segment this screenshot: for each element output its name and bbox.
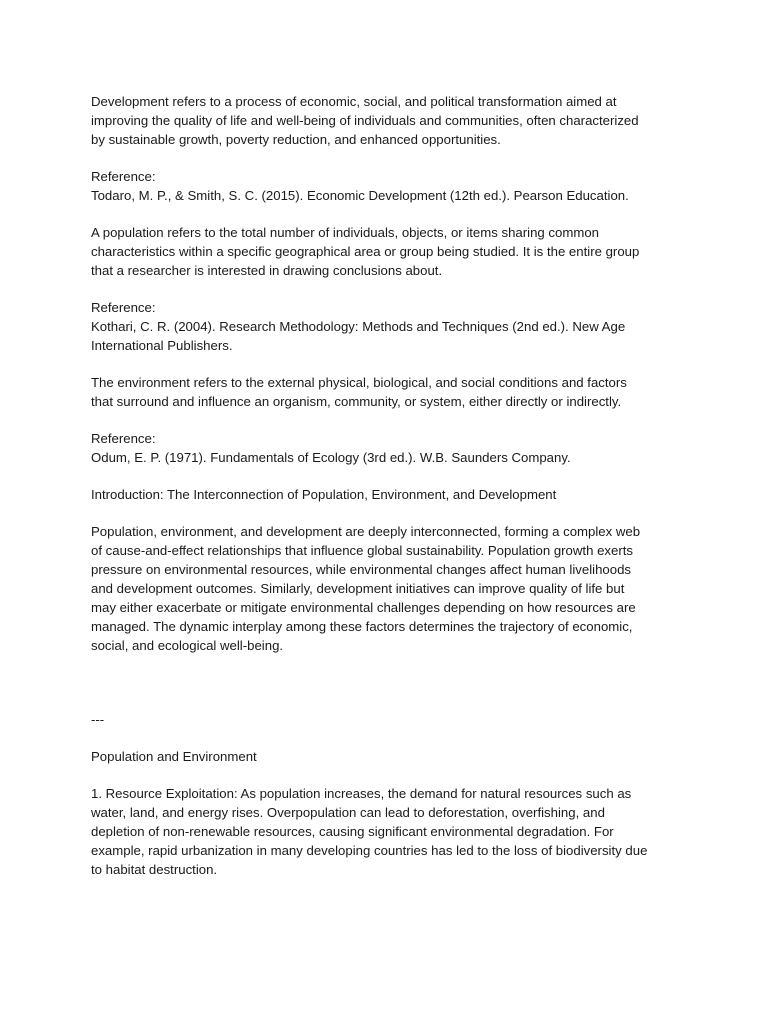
reference-citation: International Publishers. [91, 338, 233, 353]
intro-heading [91, 485, 691, 504]
text-line: that a researcher is interested in drawing conclusions about. [91, 263, 443, 278]
text-line: that surround and influence an organism, community, or system, either directly or indirectly. [91, 394, 622, 409]
text-line: A population refers to the total number of individuals, objects, or items sharing common [91, 225, 599, 240]
separator-text: --- [91, 712, 105, 727]
text-line: depletion of non-renewable resources, causing significant environmental degradation. For [91, 824, 614, 839]
text-line: social, and ecological well-being. [91, 638, 284, 653]
blank-spacing [91, 673, 691, 710]
intro-body [91, 522, 691, 655]
population-definition [91, 223, 691, 280]
section-heading [91, 747, 691, 766]
section-separator [91, 710, 691, 729]
text-line: of cause-and-effect relationships that influence global sustainability. Population growth exerts [91, 543, 633, 558]
heading-text: Introduction: The Interconnection of Population, Environment, and Development [91, 487, 557, 502]
text-line: by sustainable growth, poverty reduction, and enhanced opportunities. [91, 132, 501, 147]
text-line: and development outcomes. Similarly, development initiatives can improve quality of life but [91, 581, 625, 596]
text-line: improving the quality of life and well-being of individuals and communities, often characterized [91, 113, 639, 128]
text-line: characteristics within a specific geographical area or group being studied. It is the entire group [91, 244, 640, 259]
reference-block-1 [91, 167, 691, 205]
text-line: water, land, and energy rises. Overpopulation can lead to deforestation, overfishing, and [91, 805, 605, 820]
text-line: managed. The dynamic interplay among these factors determines the trajectory of economic, [91, 619, 633, 634]
reference-block-3 [91, 429, 691, 467]
text-line: 1. Resource Exploitation: As population increases, the demand for natural resources such as [91, 786, 632, 801]
text-line: example, rapid urbanization in many developing countries has led to the loss of biodiversity due [91, 843, 648, 858]
heading-text: Population and Environment [91, 749, 257, 764]
reference-block-2 [91, 298, 691, 355]
text-line: Population, environment, and development are deeply interconnected, forming a complex web [91, 524, 641, 539]
text-line: Development refers to a process of economic, social, and political transformation aimed at [91, 94, 617, 109]
point-resource-exploitation [91, 784, 691, 879]
reference-label: Reference: [91, 431, 156, 446]
development-definition [91, 92, 691, 149]
reference-label: Reference: [91, 169, 156, 184]
text-line: to habitat destruction. [91, 862, 218, 877]
reference-citation: Kothari, C. R. (2004). Research Methodology: Methods and Techniques (2nd ed.). New Age [91, 319, 626, 334]
document-body [91, 92, 691, 897]
reference-label: Reference: [91, 300, 156, 315]
text-line: may either exacerbate or mitigate environmental challenges depending on how resources are [91, 600, 636, 615]
reference-citation: Odum, E. P. (1971). Fundamentals of Ecology (3rd ed.). W.B. Saunders Company. [91, 450, 571, 465]
reference-citation: Todaro, M. P., & Smith, S. C. (2015). Economic Development (12th ed.). Pearson Education. [91, 188, 629, 203]
text-line: The environment refers to the external physical, biological, and social conditions and factors [91, 375, 627, 390]
environment-definition [91, 373, 691, 411]
text-line: pressure on environmental resources, while environmental changes affect human livelihoods [91, 562, 632, 577]
